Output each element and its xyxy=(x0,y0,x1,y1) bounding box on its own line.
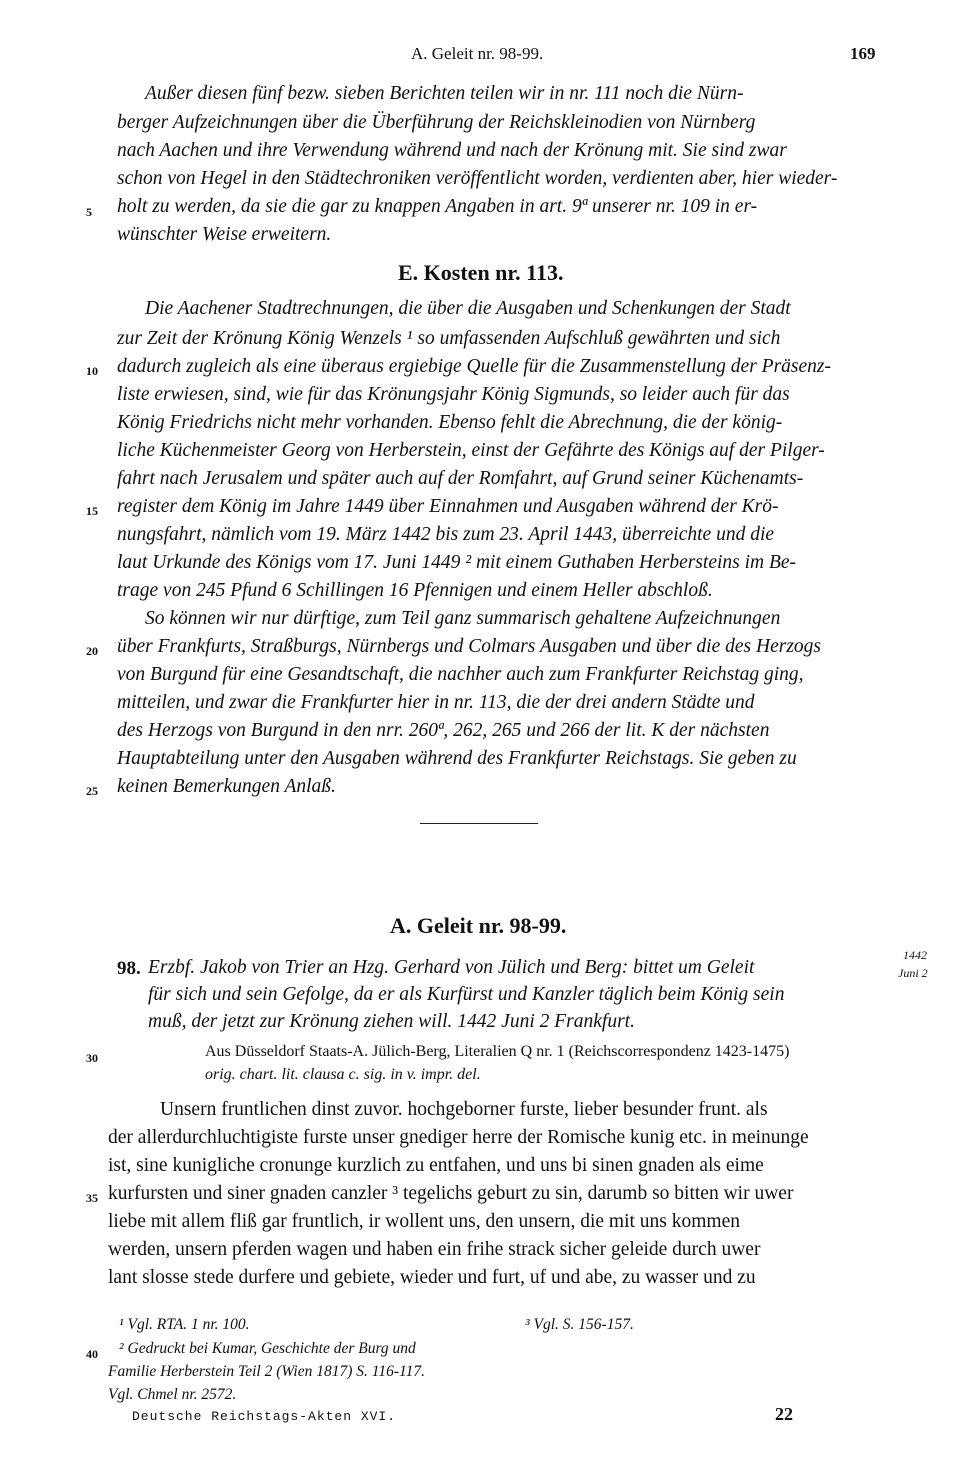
text-line: holt zu werden, da sie die gar zu knappen Angaben in art. 9ª unserer nr. 109 in er- xyxy=(117,196,758,217)
series-signature: Deutsche Reichstags-Akten XVI. xyxy=(132,1409,397,1424)
section-heading-kosten: E. Kosten nr. 113. xyxy=(398,260,564,285)
text-line: über Frankfurts, Straßburgs, Nürnbergs und Colmars Ausgaben und über die des Herzogs xyxy=(117,636,821,657)
text-line: nungsfahrt, nämlich vom 19. März 1442 bis zum 23. April 1443, überreichte und die xyxy=(117,524,775,545)
running-title: A. Geleit nr. 98-99. xyxy=(411,44,544,63)
text-line: wünschter Weise erweitern. xyxy=(117,224,332,245)
document-text-line: Unsern fruntlichen dinst zuvor. hochgeborner furste, lieber besunder frunt. als xyxy=(160,1099,768,1120)
text-line: laut Urkunde des Königs vom 17. Juni 1449 ² mit einem Guthaben Herbersteins im Be- xyxy=(117,552,797,573)
text-line: Die Aachener Stadtrechnungen, die über die Ausgaben und Schenkungen der Stadt xyxy=(145,298,791,319)
text-line: nach Aachen und ihre Verwendung während und nach der Krönung mit. Sie sind zwar xyxy=(117,140,787,161)
document-text-line: lant slosse stede durfere und gebiete, wieder und furt, uf und abe, zu wasser und zu xyxy=(108,1267,756,1288)
text-line: liste erwiesen, sind, wie für das Krönungsjahr König Sigmunds, so leider auch für das xyxy=(117,384,790,405)
document-text-line: liebe mit allem fliß gar fruntlich, ir wollent uns, den unsern, die mit uns kommen xyxy=(108,1211,740,1232)
margin-date-year: 1442 xyxy=(903,948,927,962)
text-line: fahrt nach Jerusalem und später auch auf der Romfahrt, auf Grund seiner Küchenamts- xyxy=(117,468,804,489)
footnote-3: ³ Vgl. S. 156-157. xyxy=(525,1316,634,1333)
text-line: register dem König im Jahre 1449 über Einnahmen und Ausgaben während der Krö- xyxy=(117,496,779,517)
source-line: Aus Düsseldorf Staats-A. Jülich-Berg, Literalien Q nr. 1 (Reichscorrespondenz 1423-1475) xyxy=(205,1043,790,1060)
footnote-2-line: ² Gedruckt bei Kumar, Geschichte der Burg und xyxy=(119,1340,416,1357)
line-number: 40 xyxy=(86,1347,98,1361)
document-text-line: der allerdurchluchtigiste furste unser gnediger herre der Romische kunig etc. in meinunge xyxy=(108,1127,809,1148)
regest-line: für sich und sein Gefolge, da er als Kurfürst und Kanzler täglich beim König sein xyxy=(148,984,785,1005)
source-line: orig. chart. lit. clausa c. sig. in v. impr. del. xyxy=(205,1066,481,1083)
section-heading-geleit: A. Geleit nr. 98-99. xyxy=(390,913,567,938)
line-number: 30 xyxy=(86,1051,98,1065)
text-line: keinen Bemerkungen Anlaß. xyxy=(117,776,336,797)
section-divider xyxy=(420,823,538,824)
line-number: 25 xyxy=(86,784,98,798)
text-line: So können wir nur dürftige, zum Teil ganz summarisch gehaltene Aufzeichnungen xyxy=(145,608,781,629)
text-line: Hauptabteilung unter den Ausgaben während des Frankfurter Reichstags. Sie geben zu xyxy=(117,748,797,769)
footnote-2-line: Familie Herberstein Teil 2 (Wien 1817) S. 116-117. xyxy=(108,1363,425,1380)
document-text-line: ist, sine kunigliche cronunge kurzlich zu entfahen, und uns bi sinen gnaden als eime xyxy=(108,1155,764,1176)
text-line: liche Küchenmeister Georg von Herberstein, einst der Gefährte des Königs auf der Pilger- xyxy=(117,440,825,461)
text-line: schon von Hegel in den Städtechroniken veröffentlicht worden, verdienten aber, hier wieder- xyxy=(117,168,838,189)
regest-line: muß, der jetzt zur Krönung ziehen will. 1442 Juni 2 Frankfurt. xyxy=(148,1011,635,1032)
text-line: trage von 245 Pfund 6 Schillingen 16 Pfennigen und einem Heller abschloß. xyxy=(117,580,713,601)
footnote-1: ¹ Vgl. RTA. 1 nr. 100. xyxy=(119,1316,250,1333)
text-line: von Burgund für eine Gesandtschaft, die nachher auch zum Frankfurter Reichstag ging, xyxy=(117,664,804,685)
margin-date-day: Juni 2 xyxy=(898,966,928,980)
sheet-signature: 22 xyxy=(775,1404,793,1424)
line-number: 35 xyxy=(86,1191,98,1205)
text-line: zur Zeit der Krönung König Wenzels ¹ so umfassenden Aufschluß gewährten und sich xyxy=(117,328,781,349)
line-number: 10 xyxy=(86,364,98,378)
footnote-2-line: Vgl. Chmel nr. 2572. xyxy=(108,1386,237,1403)
text-line: berger Aufzeichnungen über die Überführung der Reichskleinodien von Nürnberg xyxy=(117,112,756,133)
text-line: des Herzogs von Burgund in den nrr. 260ª, 262, 265 und 266 der lit. K der nächsten xyxy=(117,720,770,741)
document-number: 98. xyxy=(117,958,141,979)
text-line: König Friedrichs nicht mehr vorhanden. Ebenso fehlt die Abrechnung, die der könig- xyxy=(117,412,783,433)
line-number: 15 xyxy=(86,504,98,518)
line-number: 5 xyxy=(86,205,92,219)
line-number: 20 xyxy=(86,644,98,658)
document-text-line: kurfursten und siner gnaden canzler ³ tegelichs geburt zu sin, darumb so bitten wir uwer xyxy=(108,1183,794,1204)
text-line: dadurch zugleich als eine überaus ergiebige Quelle für die Zusammenstellung der Präsenz- xyxy=(117,356,831,377)
page-number: 169 xyxy=(850,44,876,63)
document-text-line: werden, unsern pferden wagen und haben ein frihe strack sicher geleide durch uwer xyxy=(108,1239,761,1260)
regest-line: Erzbf. Jakob von Trier an Hzg. Gerhard von Jülich und Berg: bittet um Geleit xyxy=(148,957,755,978)
text-line: mitteilen, und zwar die Frankfurter hier in nr. 113, die der drei andern Städte und xyxy=(117,692,755,713)
text-line: Außer diesen fünf bezw. sieben Berichten teilen wir in nr. 111 noch die Nürn- xyxy=(145,83,744,104)
